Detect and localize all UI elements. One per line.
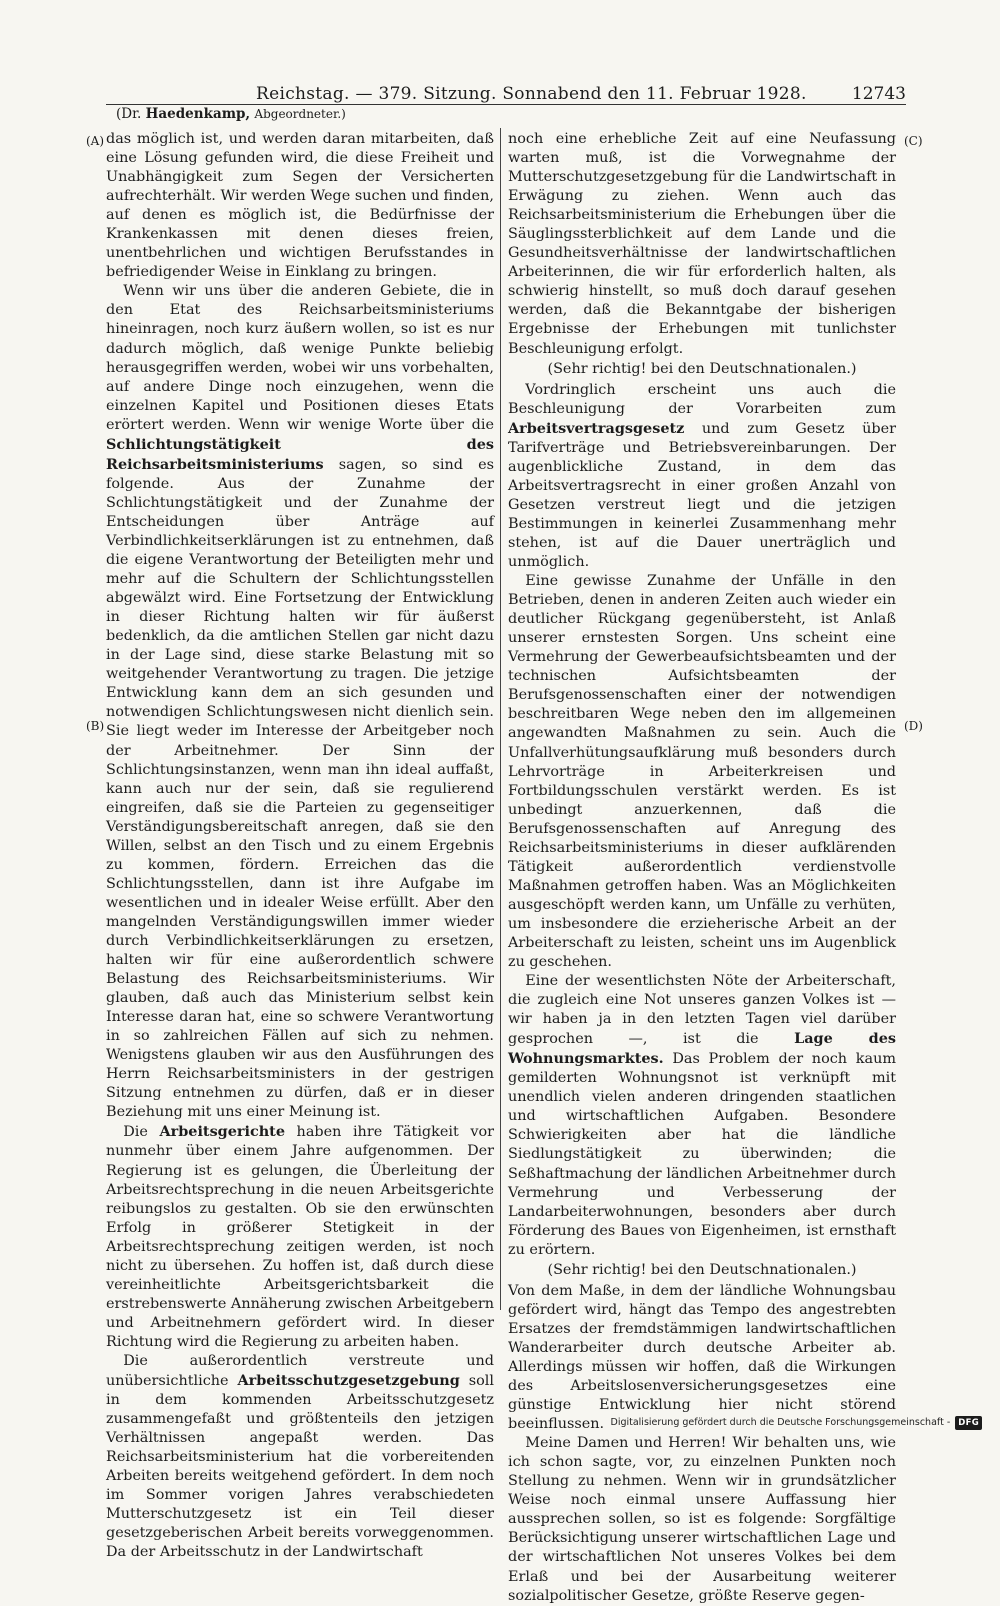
text-run: Das Problem der noch kaum gemilderten Wohnungsnot ist verknüpft mit unendlich vielen anderen dringenden staatlichen und wirtschaftlichen Aufgaben. Besondere Schwierigkeiten aber hat die ländliche Siedlungstätigkeit zu überwinden; die Seßhaftmachung der ländlichen Arbeitnehmer durch Vermehrung und Verbesserung der Landarbeiterwohnungen, besonders aber durch Förderung des Baues von Eigenheimen, ist ernsthaft zu erörtern. [508,1051,896,1258]
paragraph [508,381,896,572]
text-run: Die außerordentlich verstreute und unübersichtliche [106,1353,494,1390]
bold-term: Arbeitsschutzgesetzgebung [237,1372,460,1390]
text-run: Eine der wesentlichsten Nöte der Arbeiterschaft, die zugleich eine Not unseres ganzen Volkes ist — wir haben ja in den letzten Tagen viel darüber gesprochen —, ist die [508,973,896,1048]
bold-term: Schlichtungstätigkeit des Reichsarbeitsministeriums [106,435,494,473]
text-run: haben ihre Tätigkeit vor nunmehr über einem Jahre aufgenommen. Der Regierung ist es gelungen, die Überleitung der Arbeitsrechtsprechung in die neuen Arbeitsgerichte reibungslos zu gestalten. Ob sie den erwünschten Erfolg in größerer Stetigkeit in der Arbeitsrechtsprechung zeitigen werden, ist noch nicht zu übersehen. Zu hoffen ist, daß durch diese vereinheitlichte Arbeitsgerichtsbarkeit die erstrebenswerte Annäherung zwischen Arbeitgebern und Arbeitnehmern gefördert wird. In dieser Richtung wird die Regierung zu arbeiten haben. [106,1124,494,1350]
paragraph: Meine Damen und Herren! Wir behalten uns, wie ich schon sagte, vor, zu einzelnen Punkten noch Stellung zu nehmen. Wenn wir in grundsätzlicher Weise noch einmal unsere Auffassung hier aussprechen sollen, so ist es folgende: Sorgfältige Berücksichtigung unserer wirtschaftlichen Lage und der wirtschaftlichen Not unseres Volkes bei dem Erlaß und bei der Ausarbeitung weiterer sozialpolitischer Gesetze, größte Reserve gegen- [508,1435,896,1604]
paragraph: noch eine erhebliche Zeit auf eine Neufassung warten muß, ist die Vorwegnahme der Mutterschutzgesetzgebung für die Landwirtschaft in Erwägung zu ziehen. Wenn auch das Reichsarbeitsministerium die Erhebungen über die Säuglingssterblichkeit auf dem Lande und die Gesundheitsverhältnisse der landwirtschaftlichen Arbeiterinnen, die wir für erforderlich halten, als schwierig hinstellt, so muß doch darauf gesehen werden, daß die Bekanntgabe der bisherigen Ergebnisse der Erhebungen mit tunlichster Beschleunigung erfolgt. [508,131,896,357]
paragraph [106,282,494,1122]
speaker-name: Haedenkamp, [145,106,251,122]
footer-text: Digitalisierung gefördert durch die Deutsche Forschungsgemeinschaft - [610,1417,951,1428]
interjection: (Sehr richtig! bei den Deutschnationalen.) [547,1261,857,1278]
paragraph: Von dem Maße, in dem der ländliche Wohnungsbau gefördert wird, hängt das Tempo des angestrebten Ersatzes der fremdstämmigen landwirtschaftlichen Wanderarbeiter durch deutsche Arbeiter ab. Allerdings müssen wir hoffen, daß die Wirkungen des Arbeitslosenversicherungsgesetzes eine günstige Entwicklung hier nicht störend beeinflussen. [508,1282,896,1433]
text-run: Die [123,1124,148,1141]
text-run: Wenn wir uns über die anderen Gebiete, die in den Etat des Reichsarbeitsministeriums hineinragen, noch kurz äußern wollen, so ist es nur dadurch möglich, daß wenige Punkte beliebig herausgegriffen werden, wobei wir uns vorbehalten, auf andere Dinge noch einzugehen, wenn die einzelnen Kapitel und Positionen dieses Etats erörtert werden. Wenn wir wenige Worte über die [106,283,494,433]
text-run: sagen, so sind es folgende. Aus der Zunahme der Schlichtungstätigkeit und der Zunahme der Entscheidungen über Anträge auf Verbindlichkeitserklärungen ist zu entnehmen, daß die eigene Verantwortung der Beteiligten mehr und mehr auf die Schultern der Schlichtungsstellen abgewälzt wird. Eine Fortsetzung der Entwicklung in dieser Richtung halten wir für äußerst bedenklich, da die amtlichen Stellen gar nicht dazu in der Lage sind, diese starke Belastung mit so weitgehender Verantwortung zu tragen. Die jetzige Entwicklung kann dem an sich gesunden und notwendigen Schlichtungswesen nicht dienlich sein. Sie liegt weder im Interesse der Arbeitgeber noch der Arbeitnehmer. Der Sinn der Schlichtungsinstanzen, wenn man ihn ideal auffaßt, kann auch nur der sein, daß sie regulierend eingreifen, daß sie die Parteien zu gegenseitiger Verständigungsbereitschaft anregen, daß sie den Willen, selbst an den Tisch und zu einem Ergebnis zu kommen, fördern. Erreichen das die Schlichtungsstellen, dann ist ihre Aufgabe im wesentlichen und in idealer Weise erfüllt. Aber den mangelnden Verständigungswillen immer wieder durch Verbindlichkeitserklärungen zu ersetzen, halten wir für eine außerordentlich schwere Belastung des Reichsarbeitsministeriums. Wir glauben, daß auch das Ministerium selbst kein Interesse daran hat, eine so schwere Verantwortung in so zahlreichen Fällen auf sich zu nehmen. Wenigstens glauben wir aus den Ausführungen des Herrn Reichsarbeitsministers in der gestrigen Sitzung entnehmen zu dürfen, daß er in dieser Beziehung mit uns einer Meinung ist. [106,456,494,1121]
header-rule [106,104,906,105]
margin-mark-d: (D) [904,719,923,733]
interjection: (Sehr richtig! bei den Deutschnationalen.) [547,360,857,377]
bold-term: Lage des Wohnungsmarktes. [508,1030,896,1068]
dfg-logo: DFG [955,1416,982,1430]
bold-term: Arbeitsvertragsgesetz [508,419,685,437]
speaker-role: Abgeordneter.) [254,107,346,121]
text-run: Vordringlich erscheint uns auch die Beschleunigung der Vorarbeiten zum [508,381,896,417]
margin-mark-a: (A) [86,134,105,148]
paragraph: das möglich ist, und werden daran mitarbeiten, daß eine Lösung gefunden wird, die diese Freiheit und Unabhängigkeit zum Segen der Versicherten aufrechterhält. Wir werden Wege suchen und finden, auf denen es möglich ist, die Bedürfnisse der Krankenkassen mit denen dieses freien, unentbehrlichen und wichtigen Berufsstandes in befriedigender Weise in Einklang zu bringen. [106,131,494,281]
column-divider [500,128,501,1310]
paragraph: Eine gewisse Zunahme der Unfälle in den Betrieben, denen in anderen Zeiten auch wieder ein deutlicher Rückgang gegenübersteht, ist Anlaß unserer ernstesten Sorgen. Uns scheint eine Vermehrung der Gewerbeaufsichtsbeamten und der technischen Aufsichtsbeamten der Berufsgenossenschaften einer der notwendigen beschreitbaren Wege neben den im allgemeinen angewandten Maßnahmen zu sein. Auch die Unfallverhütungsaufklärung muß besonders durch Lehrvorträge in Arbeiterkreisen und Fortbildungsschulen verstärkt werden. Es ist unbedingt anzuerkennen, daß die Berufsgenossenschaften auf Anregung des Reichsarbeitsministeriums in dieser aufklärenden Tätigkeit außerordentlich verdienstvolle Maßnahmen getroffen haben. Was an Möglichkeiten ausgeschöpft werden kann, um Unfälle zu verhüten, um insbesondere die erzieherische Arbeit an der Arbeiterschaft zu leisten, scheint uns im Augenblick zu geschehen. [508,573,896,971]
text-run: soll in dem kommenden Arbeitsschutzgesetz zusammengefaßt und größtenteils den jetzigen Verhältnissen angepaßt werden. Das Reichsarbeitsministerium hat die vorbereitenden Arbeiten bereits weitgehend gefördert. In dem noch im Sommer vorigen Jahres verabschiedeten Mutterschutzgesetz ist ein Teil dieser gesetzgeberischen Arbeit bereits vorweggenommen. Da der Arbeitsschutz in der Landwirtschaft [106,1373,494,1561]
paragraph [106,1352,494,1563]
bold-term: Arbeitsgerichte [159,1123,285,1141]
speaker-line [116,106,496,123]
paragraph [106,1122,494,1352]
margin-mark-c: (C) [904,134,923,148]
text-run: und zum Gesetz über Tarifverträge und Betriebsvereinbarungen. Der augenblickliche Zustand, in dem das Arbeitsvertragsrecht in einer großen Anzahl von Gesetzen verstreut liegt und die jetzigen Bestimmungen in keinerlei Zusammenhang mehr stehen, ist auf die Dauer unerträglich und unmöglich. [508,420,896,571]
margin-mark-b: (B) [86,719,105,733]
speaker-prefix: (Dr. [116,106,142,122]
page-title: Reichstag. — 379. Sitzung. Sonnabend den 11. Februar 1928. [256,84,807,104]
left-column [106,130,494,1563]
paragraph [508,972,896,1260]
digitization-footer [611,1416,983,1430]
right-column [508,130,896,1606]
page-number: 12743 [851,84,906,104]
